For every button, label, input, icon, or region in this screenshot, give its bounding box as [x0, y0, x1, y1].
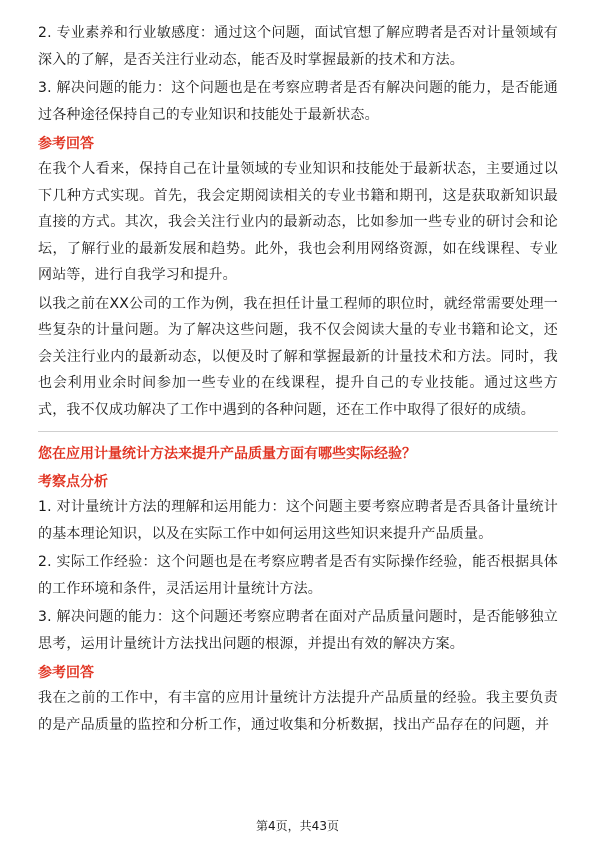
body-paragraph: 我在之前的工作中，有丰富的应用计量统计方法提升产品质量的经验。我主要负责的是产品质量的监控和分析工作，通过收集和分析数据，找出产品存在的问题，并 [38, 690, 558, 733]
body-paragraph: 2. 实际工作经验：这个问题也是在考察应聘者是否有实际操作经验，能否根据具体的工作环境和条件，灵活运用计量统计方法。 [38, 554, 558, 597]
body-paragraph: 2. 专业素养和行业敏感度：通过这个问题，面试官想了解应聘者是否对计量领域有深入的了解，是否关注行业动态，能否及时掌握最新的技术和方法。 [38, 25, 558, 68]
page-footer: 第4页，共43页 [256, 819, 339, 833]
section-heading: 考察点分析 [38, 474, 108, 490]
body-paragraph: 以我之前在XX公司的工作为例，我在担任计量工程师的职位时，就经常需要处理一些复杂的计量问题。为了解决这些问题，我不仅会阅读大量的专业书籍和论文，还会关注行业内的最新动态，以便及时了解和掌握最新的计量技术和方法。同时，我也会利用业余时间参加一些专业的在线课程，提升自己的专业技能。通过这些方式，我不仅成功解决了工作中遇到的各种问题，还在工作中取得了很好的成绩。 [38, 295, 558, 418]
section-heading: 参考回答 [38, 136, 94, 152]
body-paragraph: 3. 解决问题的能力：这个问题也是在考察应聘者是否有解决问题的能力，是否能通过各种途径保持自己的专业知识和技能处于最新状态。 [38, 80, 558, 123]
document-page [38, 20, 558, 740]
body-paragraph: 3. 解决问题的能力：这个问题还考察应聘者在面对产品质量问题时，是否能够独立思考，运用计量统计方法找出问题的根源，并提出有效的解决方案。 [38, 609, 558, 652]
section-heading: 参考回答 [38, 665, 94, 681]
question-title: 您在应用计量统计方法来提升产品质量方面有哪些实际经验？ [38, 446, 416, 462]
body-paragraph: 在我个人看来，保持自己在计量领域的专业知识和技能处于最新状态，主要通过以下几种方式实现。首先，我会定期阅读相关的专业书籍和期刊，这是获取新知识最直接的方式。其次，我会关注行业内的最新动态，比如参加一些专业的研讨会和论坛，了解行业的最新发展和趋势。此外，我也会利用网络资源，如在线课程、专业网站等，进行自我学习和提升。 [38, 161, 558, 283]
section-divider [38, 431, 558, 432]
body-paragraph: 1. 对计量统计方法的理解和运用能力：这个问题主要考察应聘者是否具备计量统计的基本理论知识，以及在实际工作中如何运用这些知识来提升产品质量。 [38, 499, 558, 542]
